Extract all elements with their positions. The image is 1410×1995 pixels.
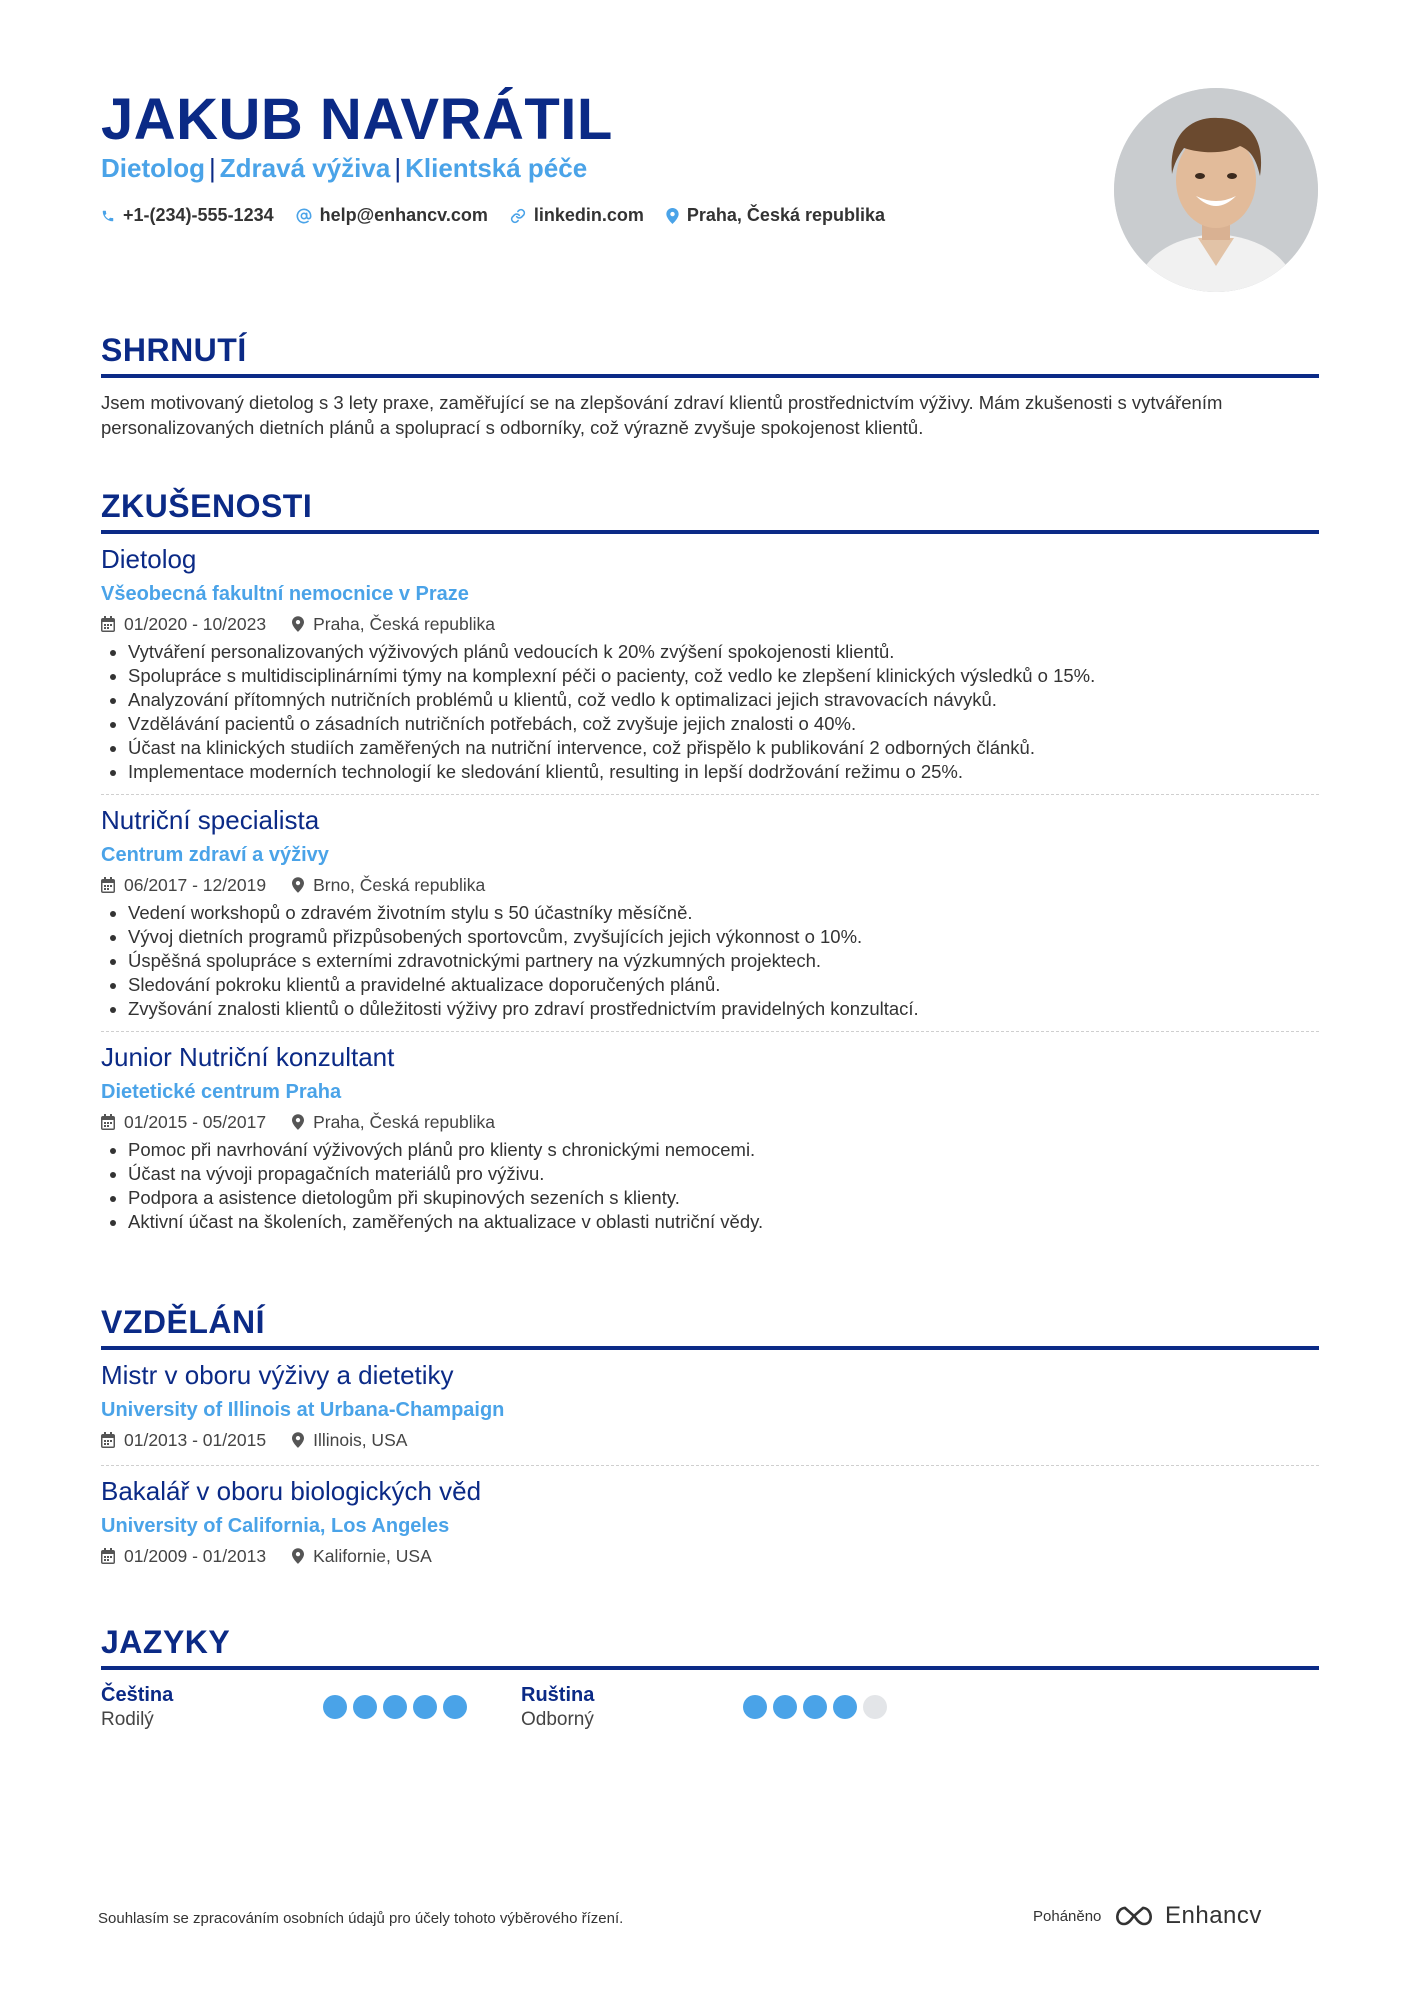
location-text: Praha, Česká republika — [686, 205, 886, 225]
education-location — [292, 1543, 432, 1569]
education-dates — [101, 1427, 266, 1453]
at-sign-icon — [296, 208, 312, 224]
headline-separator: | — [394, 153, 402, 183]
calendar-icon — [101, 616, 115, 632]
candidate-name: JAKUB NAVRÁTIL — [101, 87, 613, 152]
dates-text: 01/2020 - 10/2023 — [124, 614, 267, 634]
enhancv-logo-icon — [1111, 1904, 1157, 1928]
rating-dot-filled — [773, 1695, 797, 1719]
job-location — [292, 1109, 495, 1135]
achievement-item: • Vedení workshopů o zdravém životním stylu s 50 účastníky měsíčně. — [128, 901, 1319, 925]
page-footer — [98, 1902, 1318, 1936]
consent-text: Souhlasím se zpracováním osobních údajů pro účely tohoto výběrového řízení. — [98, 1910, 624, 1927]
language-text — [521, 1682, 743, 1732]
email-text: help@enhancv.com — [319, 205, 488, 225]
contact-list — [101, 205, 885, 226]
degree-title: Bakalář v oboru biologických věd — [101, 1476, 482, 1506]
rating-dot-filled — [743, 1695, 767, 1719]
resume-page — [101, 0, 1319, 1730]
job-location — [292, 872, 485, 898]
achievement-item: • Spolupráce s multidisciplinárními týmy na komplexní péči o pacienty, což vedlo ke zlepšení klinických výsledků o 15%. — [128, 664, 1319, 688]
dates-text: 01/2015 - 05/2017 — [124, 1112, 267, 1132]
achievement-item: • Podpora a asistence dietologům při skupinových sezeních s klienty. — [128, 1186, 1319, 1210]
brand-logo[interactable] — [1111, 1902, 1262, 1930]
education-meta — [101, 1543, 1319, 1569]
headline-separator: | — [209, 153, 216, 183]
link-icon — [510, 208, 526, 224]
calendar-icon — [101, 1432, 115, 1448]
language-level: Odborný — [521, 1709, 594, 1730]
job-location — [292, 611, 495, 637]
education-section — [101, 1302, 1319, 1569]
experience-entry — [101, 794, 1319, 1021]
company-name: Dietetické centrum Praha — [101, 1081, 342, 1103]
location-text: Brno, Česká republika — [313, 875, 486, 895]
language-item — [521, 1682, 941, 1732]
language-level: Rodilý — [101, 1709, 154, 1730]
language-name: Čeština — [101, 1684, 174, 1706]
achievement-item: • Účast na vývoji propagačních materiálů pro výživu. — [128, 1162, 1319, 1186]
resume-header — [101, 0, 1319, 330]
rating-dot-filled — [833, 1695, 857, 1719]
contact-email[interactable] — [296, 205, 488, 226]
job-dates — [101, 611, 266, 637]
summary-section — [101, 330, 1319, 440]
phone-icon — [101, 209, 115, 223]
dates-text: 06/2017 - 12/2019 — [124, 875, 267, 895]
achievement-item: • Vývoj dietních programů přizpůsobených sportovcům, zvyšujících jejich výkonnost o 10%. — [128, 925, 1319, 949]
languages-section — [101, 1622, 1319, 1732]
map-pin-icon — [292, 1432, 304, 1448]
achievement-item: • Zvyšování znalosti klientů o důležitosti výživy pro zdraví prostřednictvím pravidelných konzultací. — [128, 997, 1319, 1021]
rating-dot-filled — [803, 1695, 827, 1719]
contact-linkedin[interactable] — [510, 205, 644, 226]
job-title: Nutriční specialista — [101, 805, 320, 835]
section-title-languages: JAZYKY — [101, 1622, 1319, 1670]
achievement-item: • Pomoc při navrhování výživových plánů pro klienty s chronickými nemocemi. — [128, 1138, 1319, 1162]
summary-text: Jsem motivovaný dietolog s 3 lety praxe, zaměřující se na zlepšování zdraví klientů prostřednictvím výživy. Mám zkušenosti s vytvářením personalizovaných dietních plánů a spoluprací s odborníky, což výrazně zvyšuje spokojenost klientů. — [101, 392, 1223, 438]
map-pin-icon — [292, 616, 304, 632]
achievement-item: • Úspěšná spolupráce s externími zdravotnickými partnery na výzkumných projektech. — [128, 949, 1319, 973]
achievement-item: • Sledování pokroku klientů a pravidelné aktualizace doporučených plánů. — [128, 973, 1319, 997]
achievement-list — [101, 1138, 1319, 1234]
achievement-item: • Vzdělávání pacientů o zásadních nutričních potřebách, což zvyšuje jejich znalosti o 40%. — [128, 712, 1319, 736]
education-location — [292, 1427, 407, 1453]
education-entry — [101, 1358, 1319, 1453]
rating-dot-filled — [383, 1695, 407, 1719]
education-meta — [101, 1427, 1319, 1453]
linkedin-text: linkedin.com — [533, 205, 644, 225]
language-item — [101, 1682, 521, 1732]
contact-location — [666, 205, 885, 226]
company-name: Centrum zdraví a výživy — [101, 844, 329, 866]
company-name: Všeobecná fakultní nemocnice v Praze — [101, 583, 469, 605]
achievement-item: • Aktivní účast na školeních, zaměřených na aktualizace v oblasti nutriční vědy. — [128, 1210, 1319, 1234]
section-title-education: VZDĚLÁNÍ — [101, 1302, 1319, 1350]
rating-dot-filled — [413, 1695, 437, 1719]
education-entry — [101, 1465, 1319, 1569]
location-text: Praha, Česká republika — [313, 1112, 495, 1132]
brand-name: Enhancv — [1165, 1902, 1262, 1929]
calendar-icon — [101, 1114, 115, 1130]
language-list — [101, 1682, 1319, 1732]
achievement-item: • Vytváření personalizovaných výživových plánů vedoucích k 20% zvýšení spokojenosti klientů. — [128, 640, 1319, 664]
job-dates — [101, 1109, 266, 1135]
map-pin-icon — [666, 208, 679, 224]
achievement-list — [101, 901, 1319, 1021]
experience-entry — [101, 542, 1319, 784]
job-title: Dietolog — [101, 544, 197, 574]
school-name: University of Illinois at Urbana-Champaign — [101, 1399, 505, 1421]
headline-item: Klientská péče — [405, 153, 588, 183]
experience-entry — [101, 1031, 1319, 1234]
calendar-icon — [101, 1548, 115, 1564]
section-title-experience: ZKUŠENOSTI — [101, 486, 1319, 534]
profile-photo-image — [1114, 88, 1318, 292]
job-title: Junior Nutriční konzultant — [101, 1042, 395, 1072]
rating-dot-filled — [353, 1695, 377, 1719]
achievement-item: • Analyzování přítomných nutričních problémů u klientů, což vedlo k optimalizaci jejich stravovacích návyků. — [128, 688, 1319, 712]
language-text — [101, 1682, 323, 1732]
education-dates — [101, 1543, 266, 1569]
location-text: Praha, Česká republika — [313, 614, 495, 634]
calendar-icon — [101, 877, 115, 893]
phone-text: +1-(234)-555-1234 — [123, 205, 274, 225]
headline-item: Dietolog — [101, 153, 205, 183]
language-name: Ruština — [521, 1684, 595, 1706]
rating-dot-empty — [863, 1695, 887, 1719]
map-pin-icon — [292, 1548, 304, 1564]
job-meta — [101, 1109, 1319, 1135]
job-meta — [101, 611, 1319, 637]
achievement-item: • Účast na klinických studiích zaměřených na nutriční intervence, což přispělo k publikování 2 odborných článků. — [128, 736, 1319, 760]
achievement-item: • Implementace moderních technologií ke sledování klientů, resulting in lepší dodržování režimu o 25%. — [128, 760, 1319, 784]
rating-dot-filled — [323, 1695, 347, 1719]
job-meta — [101, 872, 1319, 898]
language-rating — [323, 1695, 467, 1732]
powered-by-text: Poháněno — [1033, 1908, 1102, 1925]
section-title-summary: SHRNUTÍ — [101, 330, 1319, 378]
headline-item: Zdravá výživa — [219, 153, 391, 183]
contact-phone[interactable] — [101, 205, 274, 226]
dates-text: 01/2013 - 01/2015 — [124, 1430, 267, 1450]
experience-section — [101, 486, 1319, 1244]
map-pin-icon — [292, 1114, 304, 1130]
profile-photo — [1114, 88, 1318, 292]
map-pin-icon — [292, 877, 304, 893]
degree-title: Mistr v oboru výživy a dietetiky — [101, 1360, 454, 1390]
dates-text: 01/2009 - 01/2013 — [124, 1546, 267, 1566]
headline — [101, 150, 587, 186]
location-text: Illinois, USA — [313, 1430, 408, 1450]
language-rating — [743, 1695, 887, 1732]
location-text: Kalifornie, USA — [313, 1546, 432, 1566]
achievement-list — [101, 640, 1319, 784]
rating-dot-filled — [443, 1695, 467, 1719]
job-dates — [101, 872, 266, 898]
school-name: University of California, Los Angeles — [101, 1515, 450, 1537]
